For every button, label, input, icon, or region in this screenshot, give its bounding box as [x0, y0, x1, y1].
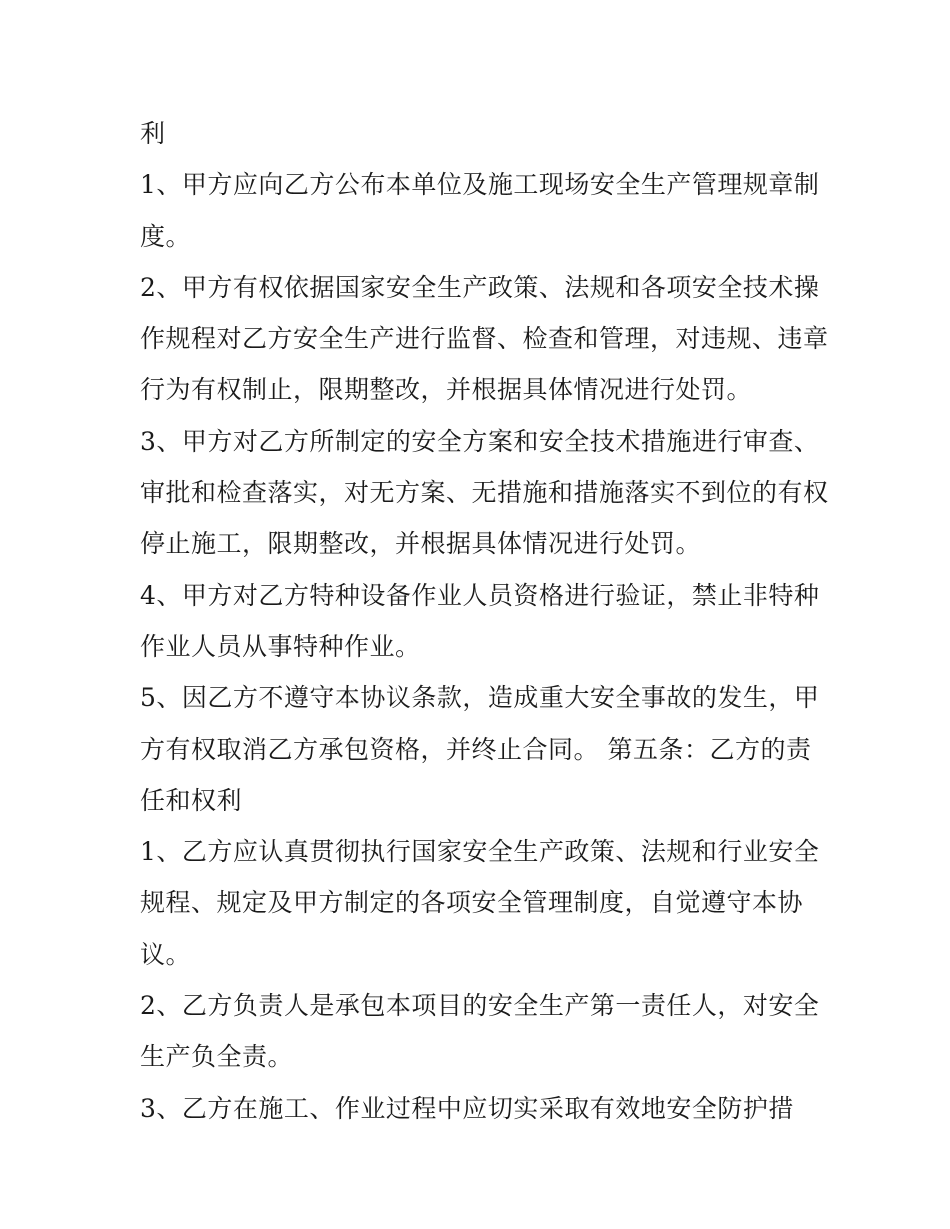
text-line: 2、乙方负责人是承包本项目的安全生产第一责任人，对安全	[140, 991, 820, 1021]
text-line: 1、乙方应认真贯彻执行国家安全生产政策、法规和行业安全	[140, 837, 820, 867]
text-line: 停止施工，限期整改，并根据具体情况进行处罚。	[140, 529, 702, 559]
text-line: 作业人员从事特种作业。	[140, 631, 421, 661]
text-line: 5、因乙方不遵守本协议条款，造成重大安全事故的发生，甲	[140, 683, 820, 713]
text-line: 行为有权制止，限期整改，并根据具体情况进行处罚。	[140, 375, 753, 405]
document-body	[140, 108, 830, 1134]
text-line: 作规程对乙方安全生产进行监督、检查和管理，对违规、违章	[140, 324, 829, 354]
text-line: 生产负全责。	[140, 1042, 294, 1072]
text-line: 3、甲方对乙方所制定的安全方案和安全技术措施进行审查、	[140, 426, 820, 456]
text-line: 2、甲方有权依据国家安全生产政策、法规和各项安全技术操	[140, 272, 820, 302]
text-line: 利	[140, 119, 166, 148]
text-line: 任和权利	[140, 785, 243, 815]
text-line: 度。	[140, 221, 192, 251]
text-line: 方有权取消乙方承包资格，并终止合同。 第五条：乙方的责	[140, 734, 812, 764]
text-line: 议。	[140, 939, 192, 969]
text-line: 4、甲方对乙方特种设备作业人员资格进行验证，禁止非特种	[140, 580, 820, 610]
text-line: 1、甲方应向乙方公布本单位及施工现场安全生产管理规章制	[140, 170, 820, 200]
text-line: 3、乙方在施工、作业过程中应切实采取有效地安全防护措	[140, 1093, 794, 1123]
text-line: 规程、规定及甲方制定的各项安全管理制度，自觉遵守本协	[140, 888, 804, 918]
text-line: 审批和检查落实，对无方案、无措施和措施落实不到位的有权	[140, 478, 829, 508]
